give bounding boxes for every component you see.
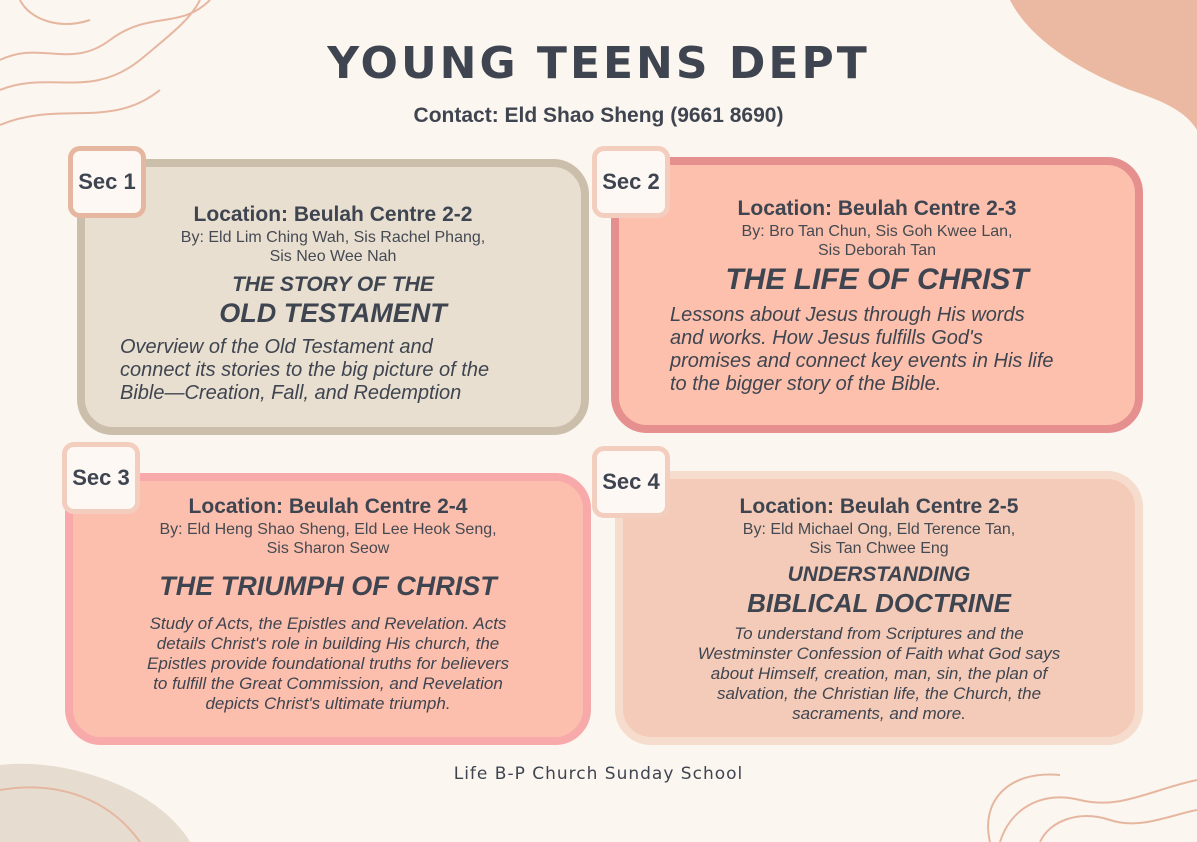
course-description-line3: Epistles provide foundational truths for believers: [147, 654, 509, 673]
section-card-sec2: [618, 164, 1136, 426]
course-description-line5: depicts Christ's ultimate triumph.: [205, 694, 451, 713]
course-description-line2: Westminster Confession of Faith what God says: [697, 644, 1061, 663]
section-teachers-line2: Sis Neo Wee Nah: [269, 248, 397, 265]
section-location: Location: Beulah Centre 2-3: [737, 197, 1017, 220]
course-description-line1: Study of Acts, the Epistles and Revelation. Acts: [149, 614, 507, 633]
section-teachers-line2: Sis Tan Chwee Eng: [809, 540, 949, 557]
footer-text: Life B-P Church Sunday School: [453, 764, 744, 784]
section-teachers-line2: Sis Deborah Tan: [818, 242, 936, 259]
corner-wave-bottom-right: [1000, 780, 1197, 842]
course-description-line4: salvation, the Christian life, the Church, the: [716, 684, 1042, 703]
course-description-line4: to fulfill the Great Commission, and Revelation: [153, 674, 503, 693]
section-tag-sec2: Sec 2: [592, 146, 670, 218]
section-teachers-line1: By: Eld Heng Shao Sheng, Eld Lee Heok Seng,: [159, 521, 497, 538]
course-description-line3: Bible—Creation, Fall, and Redemption: [120, 382, 462, 404]
section-teachers-line1: By: Bro Tan Chun, Sis Goh Kwee Lan,: [741, 223, 1013, 240]
section-tag-sec3: Sec 3: [62, 442, 140, 514]
course-title-line2: BIBLICAL DOCTRINE: [747, 588, 1011, 618]
section-card-sec4: [622, 478, 1136, 738]
course-description-line1: Overview of the Old Testament and: [120, 336, 433, 358]
course-title: THE TRIUMPH OF CHRIST: [159, 571, 497, 601]
contact-line: Contact: Eld Shao Sheng (9661 8690): [413, 104, 784, 127]
section-tag-sec4: Sec 4: [592, 446, 670, 518]
course-description-line2: connect its stories to the big picture of the: [120, 359, 490, 381]
course-description-line3: about Himself, creation, man, sin, the plan of: [710, 664, 1048, 683]
course-description-line1: To understand from Scriptures and the: [734, 624, 1024, 643]
section-tag-sec1: Sec 1: [68, 146, 146, 218]
section-card-sec1: [84, 166, 582, 428]
course-description-line2: and works. How Jesus fulfills God's: [670, 327, 983, 349]
section-location: Location: Beulah Centre 2-4: [188, 495, 468, 518]
course-description-line5: sacraments, and more.: [792, 704, 966, 723]
section-card-sec3: [72, 480, 584, 738]
course-description-line4: to the bigger story of the Bible.: [670, 373, 942, 395]
course-description-line1: Lessons about Jesus through His words: [670, 304, 1025, 326]
page-title: YOUNG TEENS DEPT: [327, 38, 870, 89]
course-description-line2: details Christ's role in building His church, the: [156, 634, 500, 653]
course-description-line3: promises and connect key events in His life: [670, 350, 1054, 372]
course-title-line2: OLD TESTAMENT: [219, 298, 447, 328]
section-location: Location: Beulah Centre 2-2: [193, 203, 473, 226]
section-teachers-line2: Sis Sharon Seow: [266, 540, 390, 557]
section-teachers-line1: By: Eld Michael Ong, Eld Terence Tan,: [742, 521, 1016, 538]
course-title-line1: UNDERSTANDING: [787, 563, 971, 586]
course-title: THE LIFE OF CHRIST: [725, 263, 1029, 296]
section-location: Location: Beulah Centre 2-5: [739, 495, 1019, 518]
course-title-line1: THE STORY OF THE: [232, 273, 434, 296]
section-teachers-line1: By: Eld Lim Ching Wah, Sis Rachel Phang,: [180, 229, 486, 246]
